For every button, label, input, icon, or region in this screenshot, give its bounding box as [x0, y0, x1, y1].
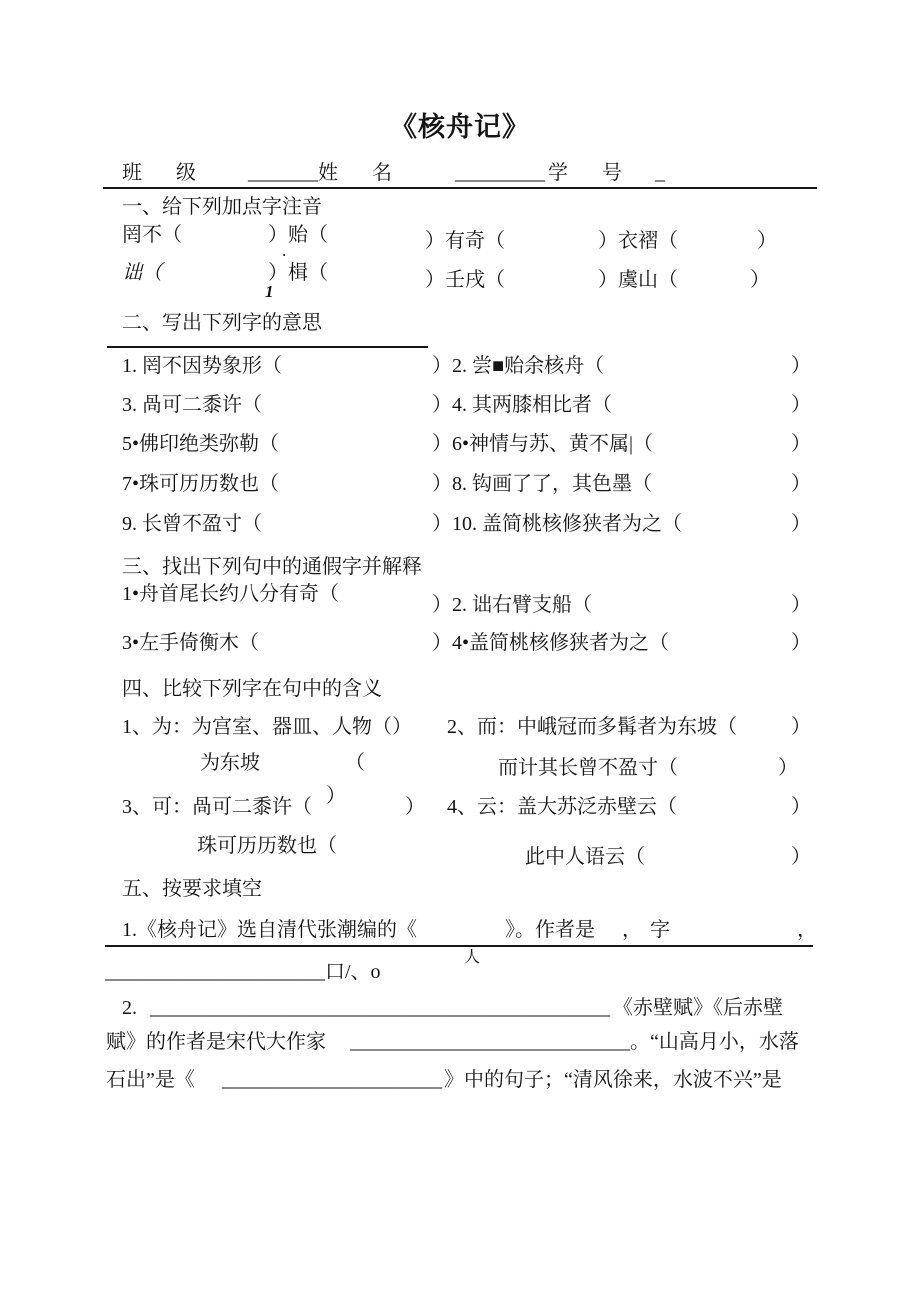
s5-q1-underline: [105, 945, 813, 947]
id-label-2: 号: [602, 162, 622, 184]
s5-q1-text-a: 1.《核舟记》选自清代张潮编的《: [122, 919, 417, 941]
section3-heading: 三、找出下列句中的通假字并解释: [122, 556, 422, 578]
id-blank: _: [655, 162, 665, 184]
s2-row1-mid: ）4. 其两膝相比者（: [432, 394, 612, 416]
s4-q2-close: ）: [791, 716, 811, 738]
s3-row1-mid: ）4•盖简桃核修狭者为之（: [432, 632, 670, 654]
s5-q2-blank-3: ______________________: [222, 1069, 442, 1091]
s5-q2-blank-1: ______________________________________________: [150, 997, 610, 1019]
s1-r2-c1: ）楫（: [268, 262, 328, 284]
s5-q2-line2-b: 。“山高月小，水落: [630, 1031, 799, 1053]
s3-row1-close: ）: [791, 632, 811, 654]
s5-q2-blank-2: ____________________________: [350, 1031, 630, 1053]
section2-rule: [107, 346, 428, 348]
s5-q2-line2-a: 赋》的作者是宋代大作家: [106, 1031, 326, 1053]
section1-heading: 一、给下列加点字注音: [122, 196, 322, 218]
s2-row4-mid: ）10. 盖简桃核修狭者为之（: [432, 513, 682, 535]
s5-q1-ren-char: 人: [464, 949, 481, 966]
s5-q1-comma-2: ，: [797, 919, 817, 941]
s2-row2-mid: ）6•神情与苏、黄不属|（: [432, 433, 654, 455]
s2-row3-left: 7•珠可历历数也（: [122, 473, 280, 495]
class-label-1: 班: [122, 162, 142, 184]
s5-q1-text-c: 字: [650, 919, 670, 941]
s2-row3-mid: ）8. 钩画了了，其色墨（: [432, 473, 652, 495]
s4-q1-sub-close: ）: [326, 785, 346, 807]
s2-row1-close: ）: [791, 394, 811, 416]
s4-q4-right: 4、云：盖大苏泛赤壁云（: [447, 796, 677, 818]
s5-q1-text-b: 》。作者是: [505, 919, 595, 941]
s4-q2-sub: 而计其长曾不盈寸（: [498, 757, 678, 779]
class-blank: _______: [248, 162, 318, 184]
s3-row0-mid: ）2. 诎右臂支船（: [432, 594, 592, 616]
s2-row1-left: 3. 咼可二黍许（: [122, 394, 262, 416]
s4-q1-sub: 为东坡: [200, 752, 260, 774]
s5-q2-line3-b: 》中的句子；“清风徐来，水波不兴”是: [444, 1069, 782, 1091]
s2-row4-close: ）: [791, 513, 811, 535]
s4-q3-sub: 珠可历历数也（: [197, 835, 337, 857]
s2-row2-left: 5•佛印绝类弥勒（: [122, 433, 280, 455]
page-title: 《核舟记》: [390, 112, 530, 143]
s4-q2-right: 2、而：中峨冠而多髯者为东坡（: [447, 716, 737, 738]
name-label-1: 姓: [318, 162, 338, 184]
s5-q2-number: 2.: [122, 997, 137, 1019]
footnote-mark: 1: [265, 282, 274, 301]
section5-heading: 五、按要求填空: [122, 878, 262, 900]
s3-row1-left: 3•左手倚衡木（: [122, 632, 260, 654]
s5-q2-text-a: 《赤壁赋》《后赤壁: [613, 997, 783, 1019]
s2-row3-close: ）: [791, 473, 811, 495]
s1-r2-c4: ）: [750, 269, 770, 291]
s4-q4-sub-close: ）: [791, 846, 811, 868]
s1-r1-c2: ）有奇（: [425, 230, 505, 252]
s1-r2-c0: 诎（: [122, 262, 162, 284]
s1-r2-c3: ）虞山（: [598, 269, 678, 291]
s2-row0-mid: ）2. 尝■贻余核舟（: [432, 355, 605, 377]
name-blank: _________: [455, 162, 545, 184]
s5-q1-comma-1: ，: [622, 919, 642, 941]
name-label-2: 名: [372, 162, 392, 184]
s5-q1-line2: ______________________口/、o: [105, 961, 381, 983]
s4-q3-left-close: ）: [405, 796, 425, 818]
s2-row0-close: ）: [791, 355, 811, 377]
s3-row0-left: 1•舟首尾长约八分有奇（: [122, 583, 340, 605]
s1-r1-c0: 罔不（: [122, 224, 182, 246]
s4-q4-sub: 此中人语云（: [525, 846, 645, 868]
s2-row4-left: 9. 长曾不盈寸（: [122, 513, 262, 535]
s5-q2-line3-a: 石出”是《: [106, 1069, 195, 1091]
s4-q4-close: ）: [791, 796, 811, 818]
s1-r2-c2: ）壬戌（: [425, 269, 505, 291]
s1-r1-c1: ）贻（: [268, 224, 328, 246]
s2-row0-left: 1. 罔不因势象形（: [122, 355, 282, 377]
s3-row0-close: ）: [791, 594, 811, 616]
id-label-1: 学: [548, 162, 568, 184]
s4-q1-sub-open: （: [345, 752, 365, 774]
section2-heading: 二、写出下列字的意思: [122, 312, 322, 334]
class-label-2: 级: [176, 162, 196, 184]
s4-q2-sub-close: ）: [778, 757, 798, 779]
s1-r1-c3: ）衣褶（: [598, 230, 678, 252]
emphasis-dot: ·: [282, 247, 287, 262]
s4-q1-left: 1、为：为宫室、器皿、人物（）: [122, 716, 412, 738]
s2-row2-close: ）: [791, 433, 811, 455]
header-rule: [103, 187, 817, 189]
s4-q3-left: 3、可：咼可二黍许（: [122, 796, 312, 818]
s1-r1-c4: ）: [757, 230, 777, 252]
section4-heading: 四、比较下列字在句中的含义: [122, 678, 382, 700]
